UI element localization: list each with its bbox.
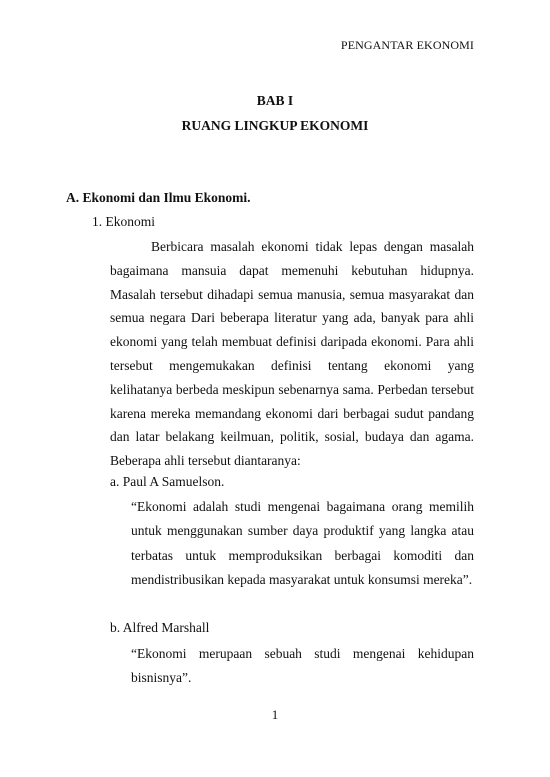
item-quote-samuelson: “Ekonomi adalah studi mengenai bagaimana orang memilih untuk menggunakan sumber daya produktif yang langka atau terbatas untuk memproduksikan berbagai komoditi dan mendistribusikan kepada masyarakat untuk konsumsi mereka”. [131,499,474,588]
chapter-number: BAB I [256,93,294,108]
item-label-marshall: b. Alfred Marshall [110,620,210,635]
page-number: 1 [271,707,279,722]
chapter-title: RUANG LINGKUP EKONOMI [181,118,369,133]
running-header: PENGANTAR EKONOMI [340,38,474,52]
item-quote-marshall: “Ekonomi merupaan sebuah studi mengenai kehidupan bisnisnya”. [131,646,474,686]
body-paragraph: Berbicara masalah ekonomi tidak lepas dengan masalah bagaimana mansuia dapat memenuhi kebutuhan hidupnya. Masalah tersebut dihadapi semua manusia, semua masyarakat dan semua negara Dari beberapa literatur yang ada, banyak para ahli ekonomi yang telah membuat definisi daripada ekonomi. Para ahli tersebut mengemukakan definisi tentang ekonomi yang kelihatanya berbeda meskipun sebenarnya sama. Perbedan tersebut karena mereka memandang ekonomi dari berbagai sudut pandang dan latar belakang keilmuan, politik, sosial, budaya dan agama. Beberapa ahli tersebut diantaranya: [110,239,474,469]
section-heading: A. Ekonomi dan Ilmu Ekonomi. [66,190,251,205]
item-label-samuelson: a. Paul A Samuelson. [110,474,225,489]
subsection-heading: 1. Ekonomi [92,214,155,229]
